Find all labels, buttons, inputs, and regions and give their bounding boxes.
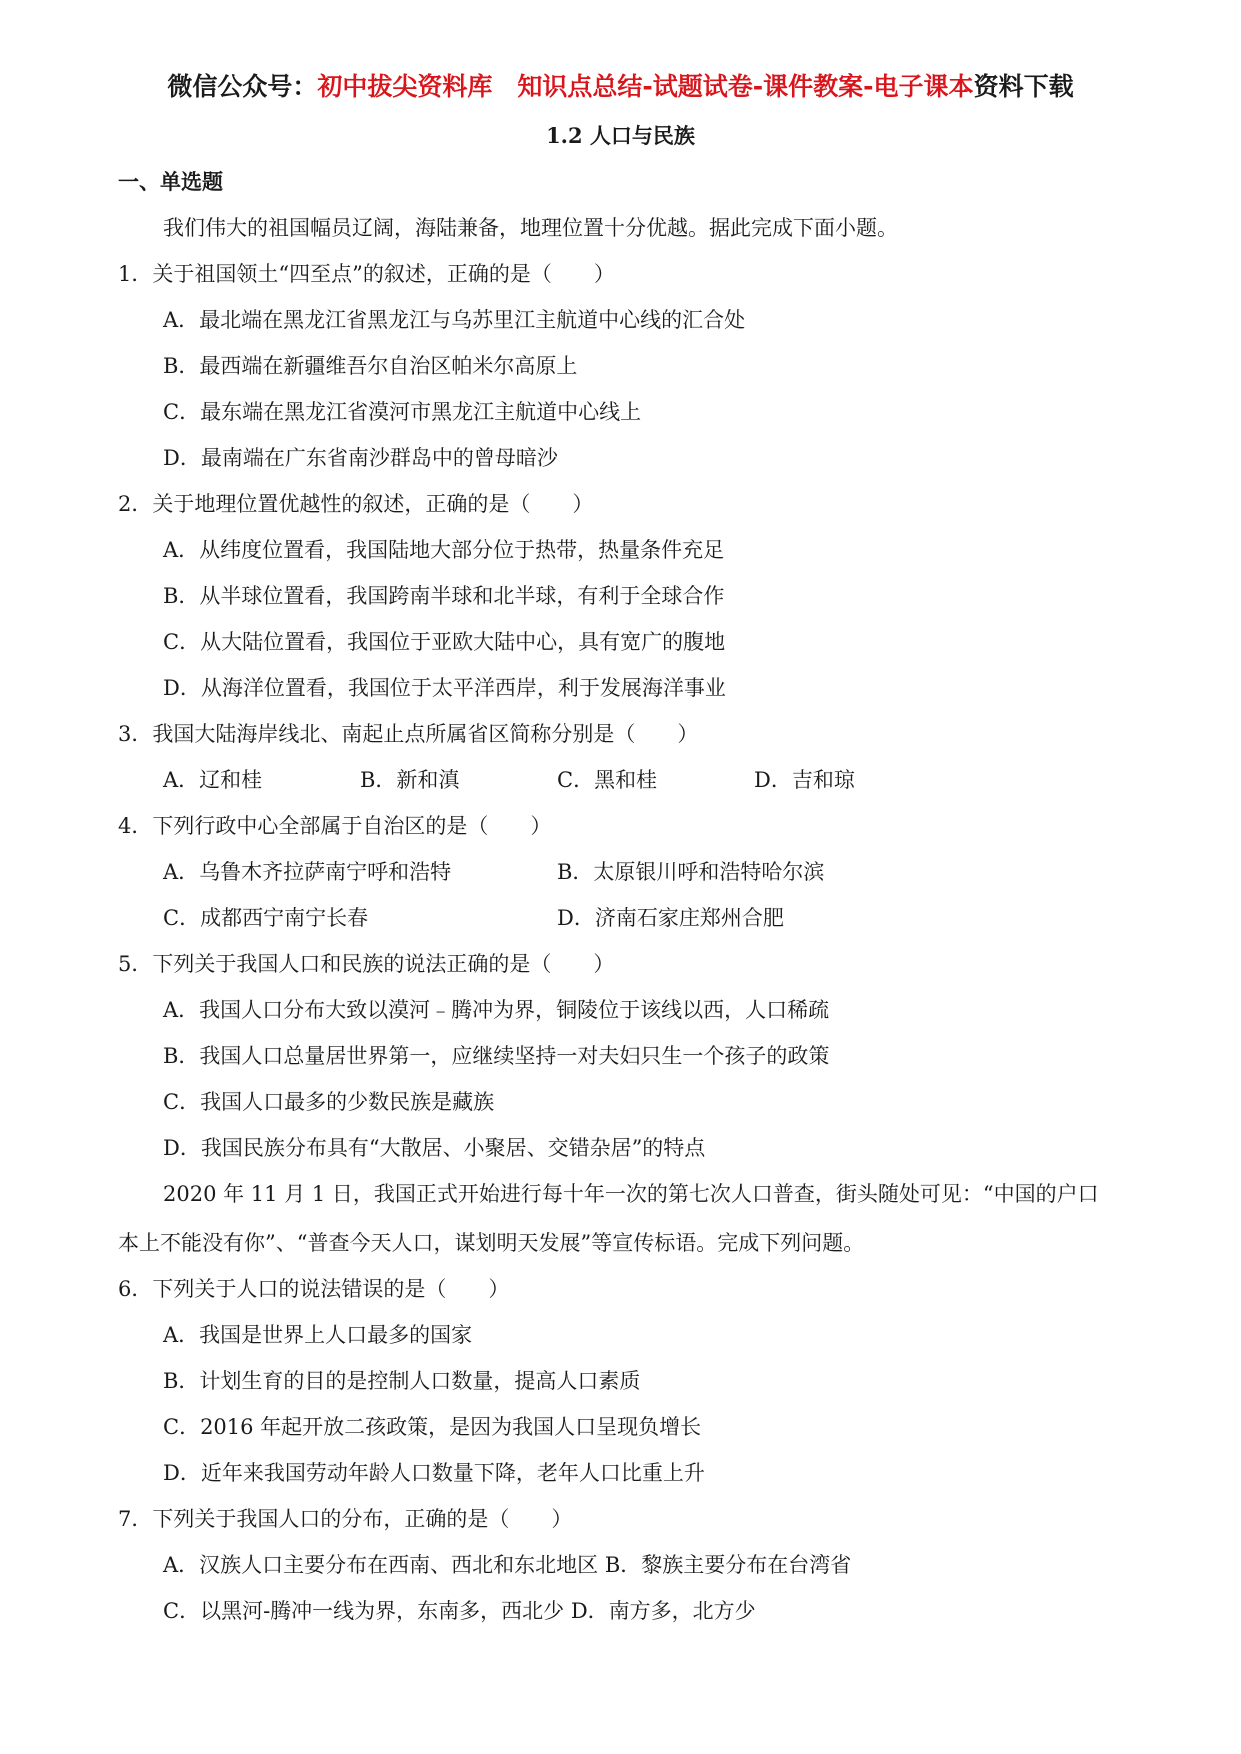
question-6-option-c: C．2016 年起开放二孩政策，是因为我国人口呈现负增长 [163,1415,702,1439]
question-5-option-b: B．我国人口总量居世界第一，应继续坚持一对夫妇只生一个孩子的政策 [163,1044,830,1068]
intro-paragraph-2-line-2: 本上不能没有你”、“普查今天人口，谋划明天发展”等宣传标语。完成下列问题。 [118,1231,865,1255]
question-2-option-d: D．从海洋位置看，我国位于太平洋西岸，利于发展海洋事业 [163,676,726,700]
question-7-options-cd: C．以黑河-腾冲一线为界，东南多，西北少 D．南方多，北方少 [163,1599,756,1623]
section-heading: 一、单选题 [118,170,223,194]
question-4-option-d: D．济南石家庄郑州合肥 [557,906,784,930]
question-6-option-b: B．计划生育的目的是控制人口数量，提高人口素质 [163,1369,641,1393]
question-1-option-c: C．最东端在黑龙江省漠河市黑龙江主航道中心线上 [163,400,642,424]
question-3-option-c: C．黑和桂 [557,768,658,792]
question-4-stem: 4．下列行政中心全部属于自治区的是（ ） [118,814,552,838]
question-2-option-c: C．从大陆位置看，我国位于亚欧大陆中心，具有宽广的腹地 [163,630,726,654]
question-1-option-a: A．最北端在黑龙江省黑龙江与乌苏里江主航道中心线的汇合处 [163,308,746,332]
question-6-option-d: D．近年来我国劳动年龄人口数量下降，老年人口比重上升 [163,1461,705,1485]
question-2-stem: 2．关于地理位置优越性的叙述，正确的是（ ） [118,492,594,516]
question-1-option-d: D．最南端在广东省南沙群岛中的曾母暗沙 [163,446,558,470]
question-7-options-ab: A．汉族人口主要分布在西南、西北和东北地区 B．黎族主要分布在台湾省 [163,1553,852,1577]
question-5-option-d: D．我国民族分布具有“大散居、小聚居、交错杂居”的特点 [163,1136,706,1160]
question-3-option-b: B．新和滇 [360,768,460,792]
document-title: 1.2 人口与民族 [546,123,695,148]
question-4-option-b: B．太原银川呼和浩特哈尔滨 [557,860,825,884]
question-5-option-a: A．我国人口分布大致以漠河﹣腾冲为界，铜陵位于该线以西，人口稀疏 [163,998,830,1022]
intro-paragraph-1: 我们伟大的祖国幅员辽阔，海陆兼备，地理位置十分优越。据此完成下面小题。 [163,216,898,240]
question-5-stem: 5．下列关于我国人口和民族的说法正确的是（ ） [118,952,615,976]
header-suffix: 资料下载 [973,72,1074,101]
question-3-option-a: A．辽和桂 [163,768,263,792]
question-6-stem: 6．下列关于人口的说法错误的是（ ） [118,1277,510,1301]
question-4-option-a: A．乌鲁木齐拉萨南宁呼和浩特 [163,860,452,884]
question-1-option-b: B．最西端在新疆维吾尔自治区帕米尔高原上 [163,354,578,378]
question-2-option-a: A．从纬度位置看，我国陆地大部分位于热带，热量条件充足 [163,538,725,562]
intro-paragraph-2-line-1: 2020 年 11 月 1 日，我国正式开始进行每十年一次的第七次人口普查，街头随处可见：“中国的户口 [163,1182,1099,1206]
question-3-stem: 3．我国大陆海岸线北、南起止点所属省区简称分别是（ ） [118,722,699,746]
question-6-option-a: A．我国是世界上人口最多的国家 [163,1323,473,1347]
question-3-option-d: D．吉和琼 [754,768,855,792]
header-highlight: 初中拔尖资料库 知识点总结-试题试卷-课件教案-电子课本 [317,72,974,101]
question-5-option-c: C．我国人口最多的少数民族是藏族 [163,1090,495,1114]
question-2-option-b: B．从半球位置看，我国跨南半球和北半球，有利于全球合作 [163,584,725,608]
header-prefix: 微信公众号： [167,72,318,101]
page-header [0,70,1241,104]
question-4-option-c: C．成都西宁南宁长春 [163,906,369,930]
question-1-stem: 1．关于祖国领土“四至点”的叙述，正确的是（ ） [118,262,615,286]
question-7-stem: 7．下列关于我国人口的分布，正确的是（ ） [118,1507,573,1531]
